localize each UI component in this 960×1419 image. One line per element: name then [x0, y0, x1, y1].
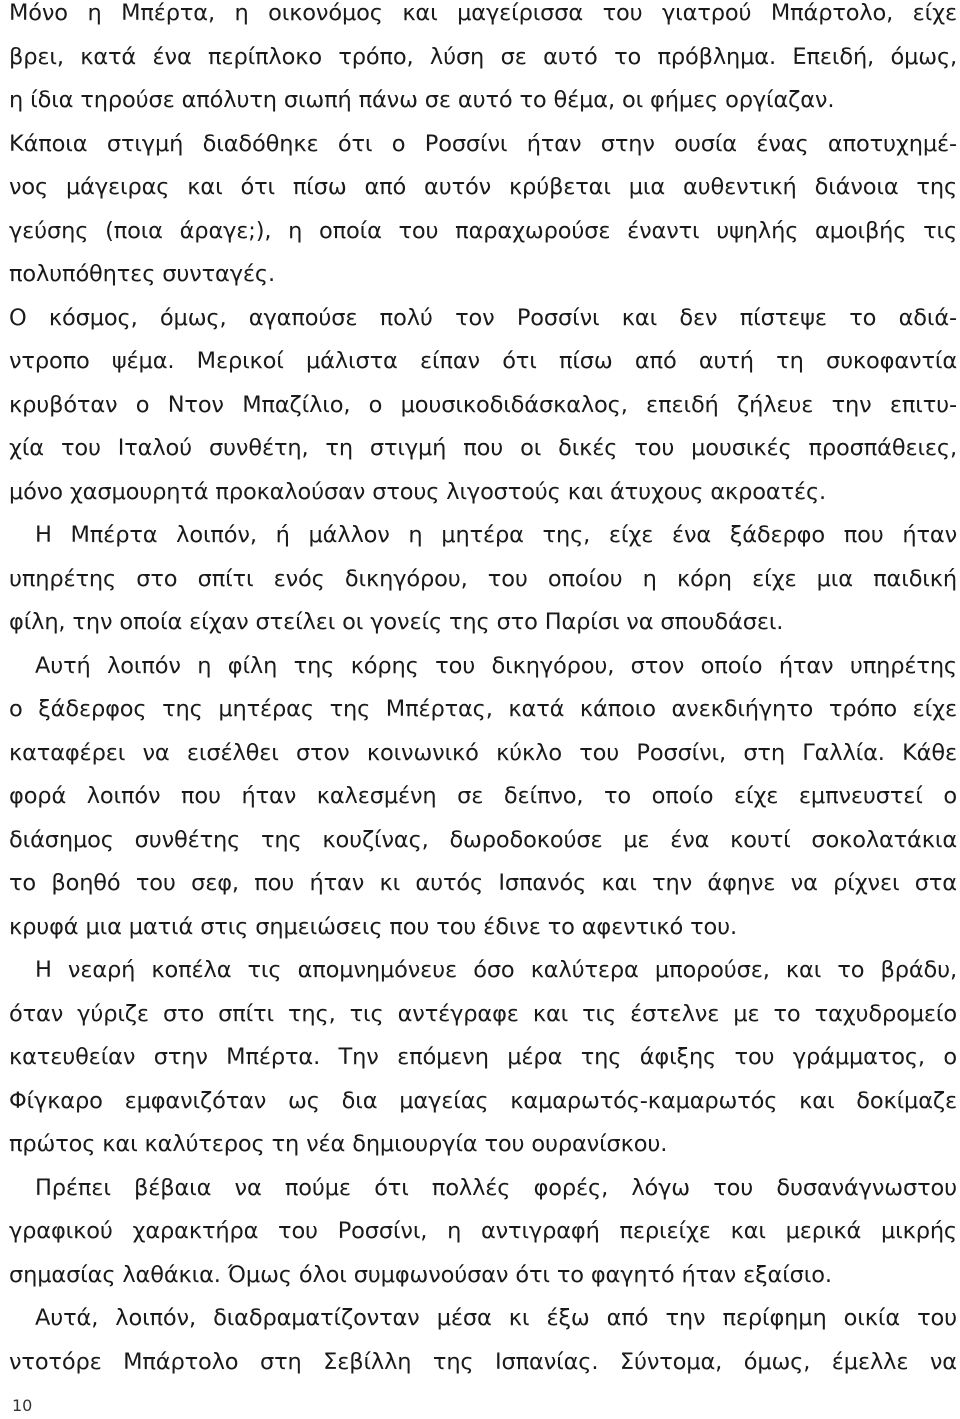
text-line: Η Μπέρτα λοιπόν, ή μάλλον η μητέρα της, είχε ένα ξάδερφο που ήταν: [35, 522, 957, 548]
text-line: καταφέρει να εισέλθει στον κοινωνικό κύκλο του Ροσσίνι, στη Γαλλία. Κάθε: [9, 739, 957, 766]
text-line: Η νεαρή κοπέλα τις απομνημόνευε όσο καλύτερα μπορούσε, και το βράδυ,: [35, 957, 957, 983]
text-line: κατευθείαν στην Μπέρτα. Την επόμενη μέρα της άφιξης του γράμματος, ο: [9, 1044, 957, 1070]
text-line: γεύσης (ποια άραγε;), η οποία του παραχωρούσε έναντι υψηλής αμοιβής τις: [9, 217, 957, 244]
text-line: φίλη, την οποία είχαν στείλει οι γονείς της στο Παρίσι να σπουδάσει.: [9, 609, 784, 635]
text-line: Μόνο η Μπέρτα, η οικονόμος και μαγείρισσα του γιατρού Μπάρτολο, είχε: [9, 0, 957, 26]
text-line: κρυφά μια ματιά στις σημειώσεις που του έδινε το αφεντικό του.: [9, 913, 737, 940]
text-line: Κάποια στιγμή διαδόθηκε ότι ο Ροσσίνι ήταν στην ουσία ένας αποτυχημέ-: [9, 130, 957, 157]
text-page: [9, 0, 957, 1384]
text-line: υπηρέτης στο σπίτι ενός δικηγόρου, του οποίου η κόρη είχε μια παιδική: [9, 565, 957, 592]
text-line: Αυτά, λοιπόν, διαδραματίζονταν μέσα κι έξω από την περίφημη οικία του: [35, 1305, 957, 1331]
text-line: Πρέπει βέβαια να πούμε ότι πολλές φορές, λόγω του δυσανάγνωστου: [35, 1174, 957, 1201]
text-line: βρει, κατά ένα περίπλοκο τρόπο, λύση σε αυτό το πρόβλημα. Επειδή, όμως,: [9, 43, 957, 70]
text-line: Αυτή λοιπόν η φίλη της κόρης του δικηγόρου, στον οποίο ήταν υπηρέτης: [35, 652, 957, 679]
text-line: κρυβόταν ο Ντον Μπαζίλιο, ο μουσικοδιδάσκαλος, επειδή ζήλευε την επιτυ-: [9, 391, 957, 418]
text-line: πολυπόθητες συνταγές.: [9, 261, 275, 287]
text-line: νος μάγειρας και ότι πίσω από αυτόν κρύβεται μια αυθεντική διάνοια της: [9, 174, 957, 200]
text-line: ντροπο ψέμα. Μερικοί μάλιστα είπαν ότι πίσω από αυτή τη συκοφαντία: [9, 348, 957, 374]
text-line: μόνο χασμουρητά προκαλούσαν στους λιγοστούς και άτυχους ακροατές.: [9, 478, 827, 505]
text-line: το βοηθό του σεφ, που ήταν κι αυτός Ισπανός και την άφηνε να ρίχνει στα: [9, 870, 957, 896]
text-line: Ο κόσμος, όμως, αγαπούσε πολύ τον Ροσσίνι και δεν πίστεψε το αδιά-: [9, 304, 957, 331]
text-line: πρώτος και καλύτερος τη νέα δημιουργία του ουρανίσκου.: [9, 1131, 668, 1157]
text-line: διάσημος συνθέτης της κουζίνας, δωροδοκούσε με ένα κουτί σοκολατάκια: [9, 826, 957, 853]
text-line: ο ξάδερφος της μητέρας της Μπέρτας, κατά κάποιο ανεκδιήγητο τρόπο είχε: [9, 696, 957, 722]
text-line: χία του Ιταλού συνθέτη, τη στιγμή που οι δικές του μουσικές προσπάθειες,: [9, 435, 957, 461]
text-line: φορά λοιπόν που ήταν καλεσμένη σε δείπνο, το οποίο είχε εμπνευστεί ο: [9, 783, 957, 809]
text-line: Φίγκαρο εμφανιζόταν ως δια μαγείας καμαρωτός-καμαρωτός και δοκίμαζε: [9, 1087, 957, 1114]
text-line: γραφικού χαρακτήρα του Ροσσίνι, η αντιγραφή περιείχε και μερικά μικρής: [9, 1218, 957, 1244]
text-line: ντοτόρε Μπάρτολο στη Σεβίλλη της Ισπανίας. Σύντομα, όμως, έμελλε να: [9, 1348, 957, 1375]
page-number: 10: [12, 1396, 33, 1415]
text-line: σημασίας λαθάκια. Όμως όλοι συμφωνούσαν ότι το φαγητό ήταν εξαίσιο.: [9, 1261, 832, 1288]
text-line: η ίδια τηρούσε απόλυτη σιωπή πάνω σε αυτό το θέμα, οι φήμες οργίαζαν.: [9, 87, 835, 113]
text-line: όταν γύριζε στο σπίτι της, τις αντέγραφε και τις έστελνε με το ταχυδρομείο: [9, 1000, 957, 1027]
